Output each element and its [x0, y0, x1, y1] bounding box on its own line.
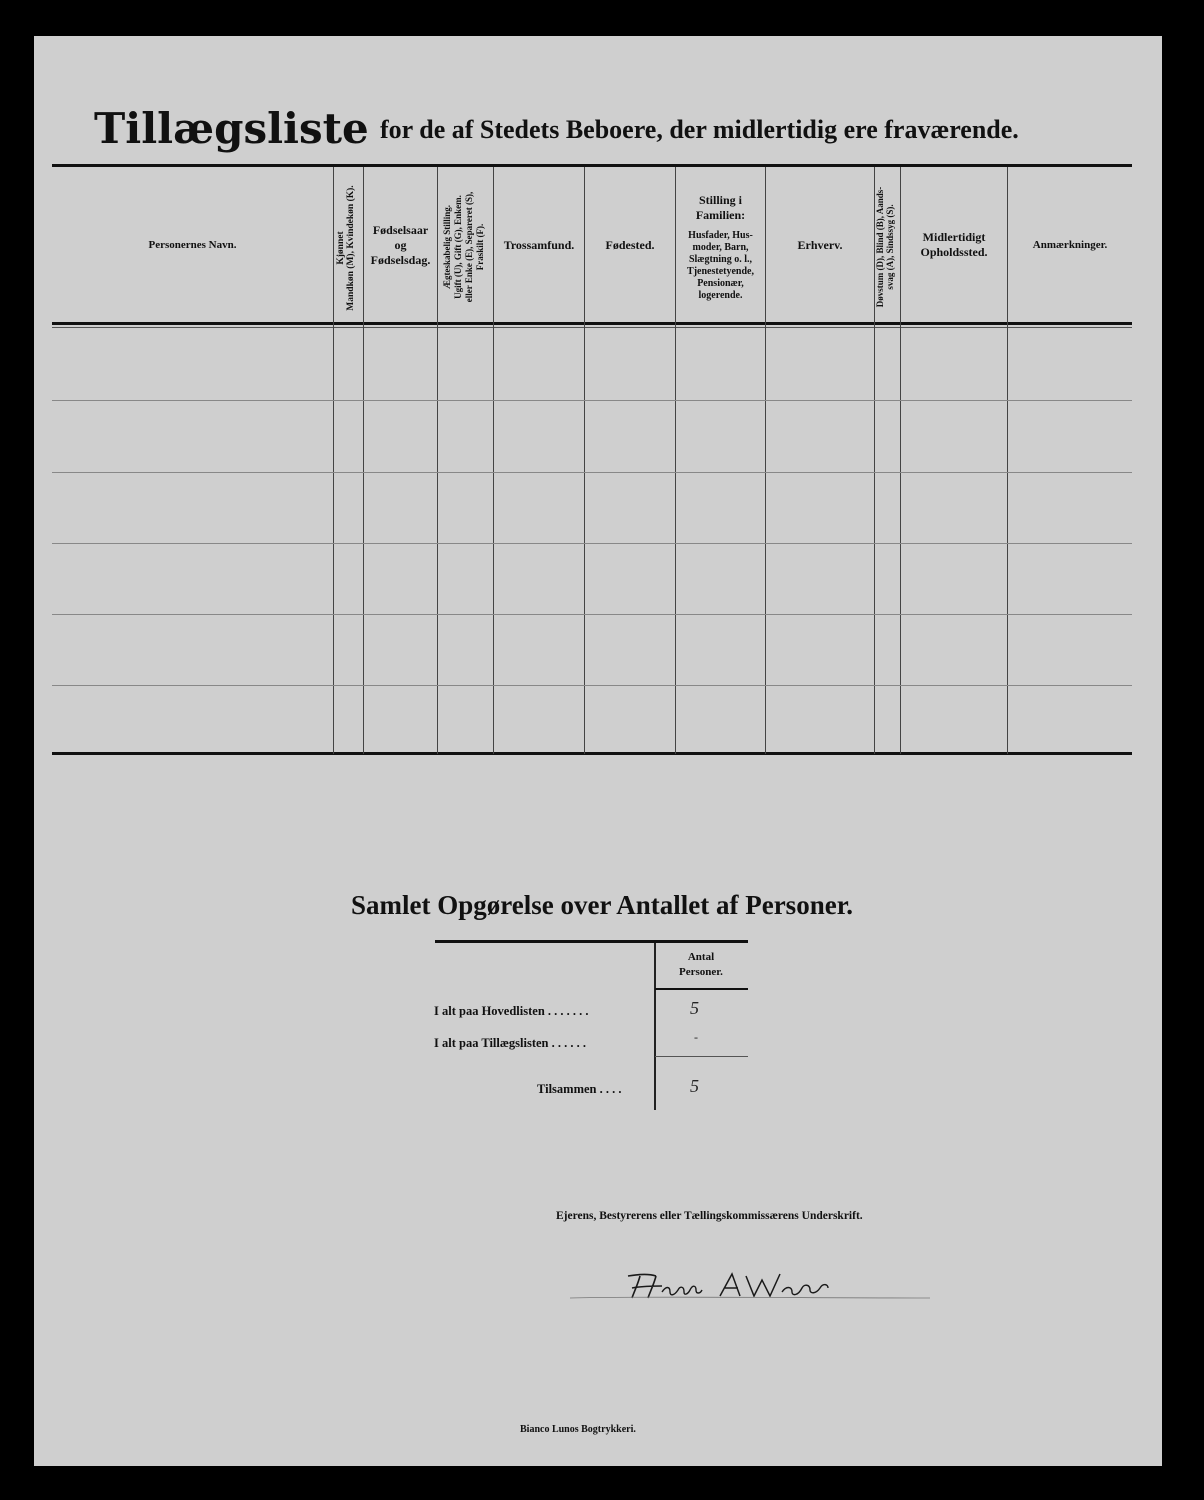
- summary-row-total-value: 5: [690, 1076, 699, 1096]
- summary-row-main-list-label: I alt paa Hovedlisten . . . . . . .: [434, 1004, 589, 1018]
- col-header-birth: Fødselsaar og Fødselsdag.: [370, 222, 431, 267]
- col-header-disability: Døvstum (D), Blind (B), Aands- svag (A), Sindssyg (S).: [875, 186, 895, 308]
- row-divider: [52, 543, 1132, 544]
- summary-header-rule: [655, 988, 748, 990]
- row-divider: [52, 614, 1132, 615]
- col-divider: [333, 167, 334, 754]
- signature-caption: Ejerens, Bestyrerens eller Tællingskommissærens Underskrift.: [556, 1210, 863, 1222]
- row-divider: [52, 685, 1132, 686]
- col-header-birthplace: Fødested.: [605, 237, 655, 252]
- summary-title: Samlet Opgørelse over Antallet af Personer.: [351, 890, 853, 920]
- summary-row-supplement-label: I alt paa Tillægslisten . . . . . .: [434, 1036, 586, 1050]
- handwritten-signature: [570, 1262, 930, 1308]
- summary-row-supplement-value: -: [694, 1030, 698, 1044]
- col-header-occupation: Erhverv.: [797, 237, 843, 252]
- form-title: Tillægsliste: [94, 104, 369, 153]
- row-divider: [52, 400, 1132, 401]
- col-header-marital: Ægteskabelig Stilling. Ugift (U), Gift (G), Enkem. eller Enke (E), Separeret (S), Fraskilt (F).: [442, 191, 485, 303]
- table-bottom-rule: [52, 752, 1132, 755]
- col-header-religion: Trossamfund.: [503, 237, 575, 252]
- col-header-family-position-detail: Husfader, Hus- moder, Barn, Slægtning o. l., Tjenestetyende, Pensionær, logerende.: [687, 230, 754, 301]
- summary-subtotal-rule: [655, 1056, 748, 1057]
- summary-row-total-label: Tilsammen . . . .: [537, 1082, 622, 1096]
- col-header-temporary-residence: Midlertidigt Opholdssted.: [920, 230, 988, 259]
- summary-col-header: Antal Personer.: [679, 951, 723, 978]
- col-header-remarks: Anmærkninger.: [1032, 238, 1108, 251]
- table-header-rule: [52, 322, 1132, 325]
- printer-imprint: Bianco Lunos Bogtrykkeri.: [520, 1424, 636, 1435]
- col-header-family-position: Stilling i Familien:: [695, 193, 746, 222]
- row-divider: [52, 472, 1132, 473]
- table-top-rule: [52, 164, 1132, 167]
- table-header-inner-rule: [52, 327, 1132, 328]
- summary-row-main-list-value: 5: [690, 998, 699, 1018]
- form-subtitle: for de af Stedets Beboere, der midlertidig ere fraværende.: [380, 115, 1019, 144]
- col-divider: [437, 167, 438, 754]
- col-header-sex: Kjønnet Mandkøn (M), Kvindekøn (K).: [336, 185, 356, 311]
- summary-top-rule: [435, 940, 748, 943]
- col-header-name: Personernes Navn.: [148, 238, 237, 251]
